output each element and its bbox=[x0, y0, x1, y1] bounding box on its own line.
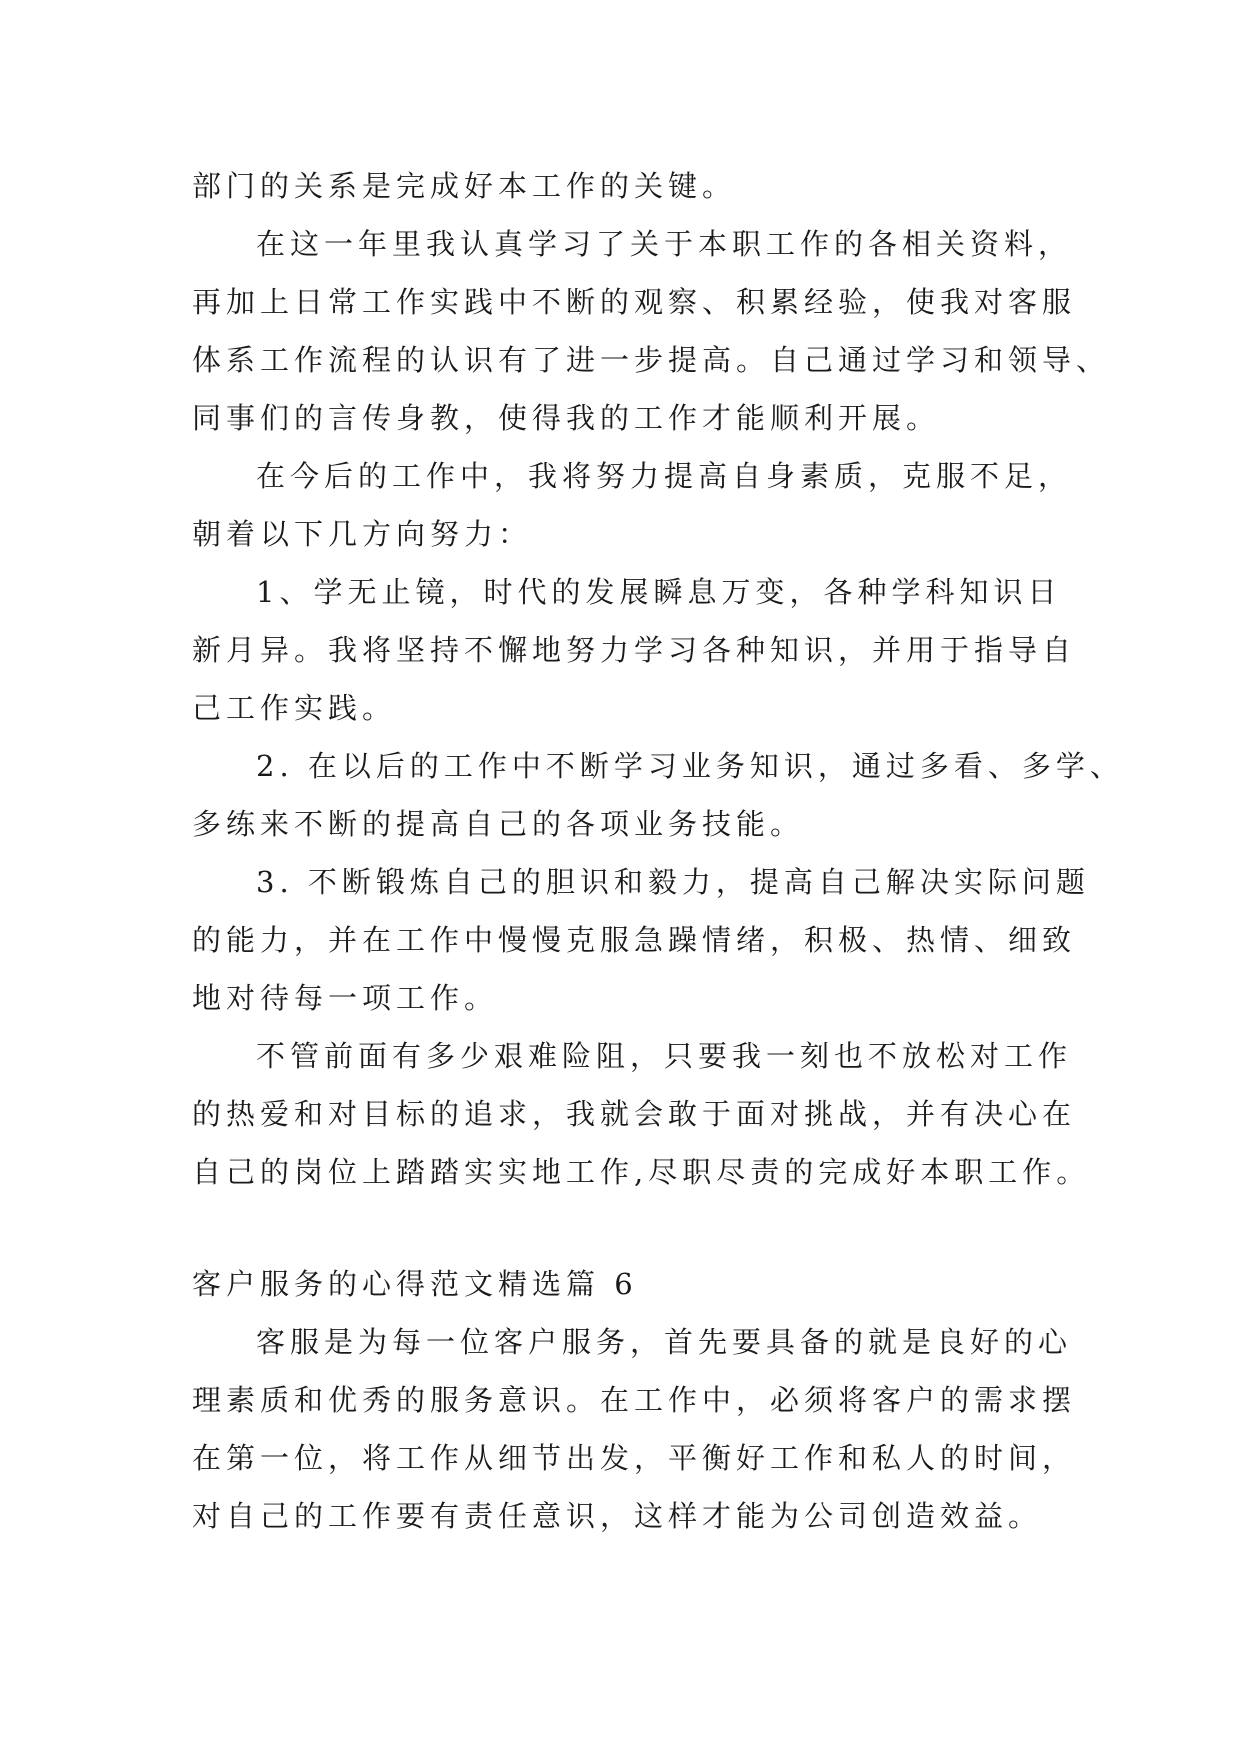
paragraph-line: 在这一年里我认真学习了关于本职工作的各相关资料， bbox=[256, 227, 1073, 261]
list-item-line: 1、学无止镜，时代的发展瞬息万变，各种学科知识日 bbox=[256, 575, 1062, 609]
list-item-line: 多练来不断的提高自己的各项业务技能。 bbox=[192, 807, 805, 841]
list-item-line: 3. 不断锻炼自己的胆识和毅力，提高自己解决实际问题 bbox=[256, 865, 1090, 899]
list-item-line: 己工作实践。 bbox=[192, 691, 397, 725]
paragraph-line: 不管前面有多少艰难险阻，只要我一刻也不放松对工作 bbox=[256, 1039, 1073, 1073]
section-heading: 客户服务的心得范文精选篇 6 bbox=[192, 1267, 638, 1301]
paragraph-line: 同事们的言传身教，使得我的工作才能顺利开展。 bbox=[192, 401, 941, 435]
paragraph-line: 再加上日常工作实践中不断的观察、积累经验，使我对客服 bbox=[192, 285, 1077, 319]
paragraph-line: 客服是为每一位客户服务，首先要具备的就是良好的心 bbox=[256, 1325, 1073, 1359]
paragraph-line: 在第一位，将工作从细节出发，平衡好工作和私人的时间， bbox=[192, 1441, 1077, 1475]
list-item-line: 地对待每一项工作。 bbox=[192, 981, 499, 1015]
paragraph-line: 部门的关系是完成好本工作的关键。 bbox=[192, 169, 737, 203]
list-item-line: 2. 在以后的工作中不断学习业务知识，通过多看、多学、 bbox=[256, 749, 1124, 783]
paragraph-line: 在今后的工作中，我将努力提高自身素质，克服不足， bbox=[256, 459, 1073, 493]
paragraph-line: 的热爱和对目标的追求，我就会敢于面对挑战，并有决心在 bbox=[192, 1097, 1077, 1131]
paragraph-line: 朝着以下几方向努力： bbox=[192, 517, 533, 551]
paragraph-line: 自己的岗位上踏踏实实地工作,尽职尽责的完成好本职工作。 bbox=[192, 1155, 1091, 1189]
list-item-line: 新月异。我将坚持不懈地努力学习各种知识，并用于指导自 bbox=[192, 633, 1077, 667]
list-item-line: 的能力，并在工作中慢慢克服急躁情绪，积极、热情、细致 bbox=[192, 923, 1077, 957]
paragraph-line: 体系工作流程的认识有了进一步提高。自己通过学习和领导、 bbox=[192, 343, 1111, 377]
paragraph-line: 对自己的工作要有责任意识，这样才能为公司创造效益。 bbox=[192, 1499, 1043, 1533]
paragraph-line: 理素质和优秀的服务意识。在工作中，必须将客户的需求摆 bbox=[192, 1383, 1077, 1417]
